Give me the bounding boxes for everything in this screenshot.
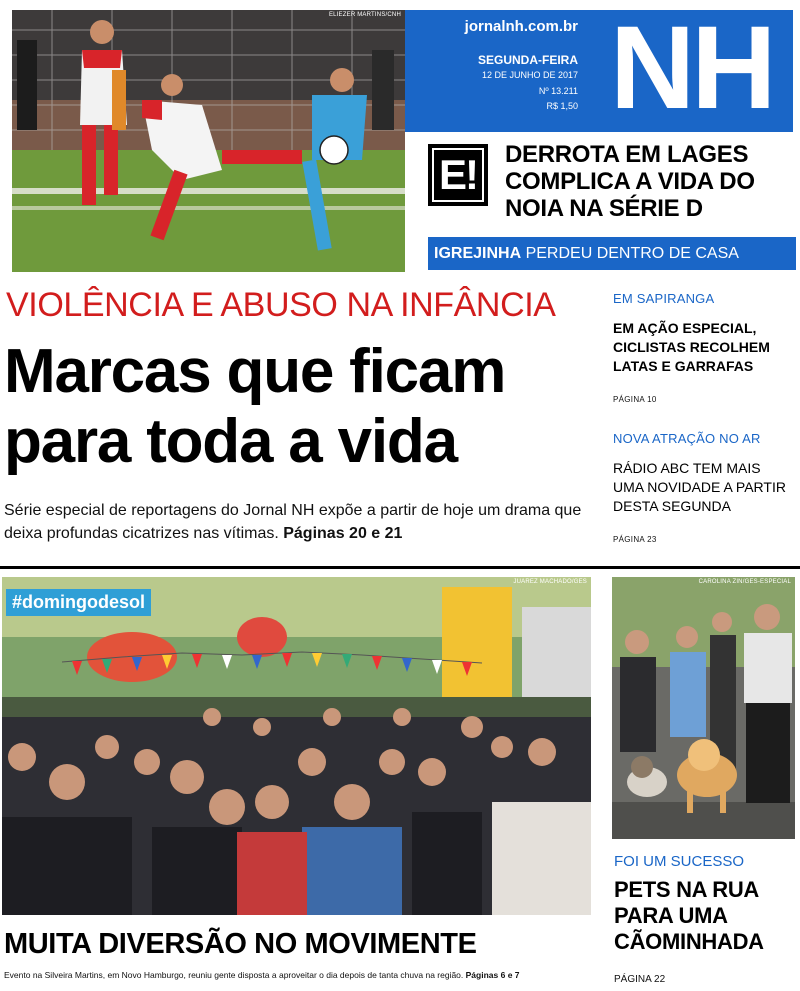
- sports-subheadline-text: PERDEU DENTRO DE CASA: [521, 245, 739, 262]
- price: R$ 1,50: [546, 101, 578, 111]
- sports-headline[interactable]: DERROTA EM LAGES COMPLICA A VIDA DO NOIA NA SÉRIE D: [505, 141, 755, 222]
- sports-section-logo: E!: [428, 144, 488, 206]
- sports-subheadline-bar[interactable]: [428, 237, 796, 270]
- side-story-1-headline[interactable]: EM AÇÃO ESPECIAL, CICLISTAS RECOLHEM LATAS E GARRAFAS: [613, 320, 770, 374]
- side-story-1-kicker: EM SAPIRANGA: [613, 291, 715, 306]
- soccer-photo-illustration: [12, 10, 405, 272]
- weekday: SEGUNDA-FEIRA: [477, 53, 578, 67]
- lead-summary: [4, 499, 594, 545]
- edition-number: Nº 13.211: [538, 86, 578, 96]
- soccer-photo[interactable]: [12, 10, 405, 272]
- bottom-summary-text: Evento na Silveira Martins, em Novo Hamburgo, reuniu gente disposta a aproveitar o dia depois de tanta chuva na região.: [4, 970, 466, 980]
- crowd-photo[interactable]: [2, 577, 591, 915]
- bottom-headline[interactable]: MUITA DIVERSÃO NO MOVIMENTE: [4, 928, 477, 960]
- pets-headline[interactable]: PETS NA RUA PARA UMA CÃOMINHADA: [614, 877, 764, 954]
- pets-kicker: FOI UM SUCESSO: [614, 853, 745, 870]
- pets-photo-credit: CAROLINA ZIN/GES-ESPECIAL: [698, 579, 791, 585]
- lead-headline[interactable]: [4, 337, 594, 477]
- lead-summary-text: Série especial de reportagens do Jornal NH expõe a partir de hoje um drama que deixa profundas cicatrizes nas vítimas.: [4, 502, 582, 542]
- crowd-photo-credit: JUAREZ MACHADO/GES: [513, 579, 587, 585]
- hashtag-label[interactable]: #domingodesol: [6, 589, 151, 616]
- bottom-page-ref[interactable]: Páginas 6 e 7: [465, 970, 520, 980]
- bottom-summary: [4, 970, 594, 980]
- lead-page-ref[interactable]: Páginas 20 e 21: [283, 525, 403, 542]
- side-story-1-page: PÁGINA 10: [613, 395, 657, 404]
- pets-page: PÁGINA 22: [614, 974, 666, 985]
- pets-photo[interactable]: [612, 577, 795, 839]
- newspaper-logo[interactable]: NH: [610, 2, 773, 134]
- lead-kicker: VIOLÊNCIA E ABUSO NA INFÂNCIA: [6, 286, 556, 324]
- publication-date: 12 DE JUNHO DE 2017: [481, 70, 578, 80]
- lead-headline-line-2: para toda a vida: [4, 407, 457, 476]
- side-story-2-page: PÁGINA 23: [613, 535, 657, 544]
- section-divider: [0, 566, 800, 569]
- pets-photo-illustration: [612, 577, 795, 839]
- side-story-2-headline[interactable]: RÁDIO ABC TEM MAIS UMA NOVIDADE A PARTIR DESTA SEGUNDA: [613, 460, 786, 514]
- side-story-2-kicker: NOVA ATRAÇÃO NO AR: [613, 431, 761, 446]
- sports-subheadline-highlight: IGREJINHA: [434, 245, 522, 262]
- photo-credit: ELIEZER MARTINS/CNH: [328, 12, 401, 18]
- crowd-photo-illustration: [2, 577, 591, 915]
- lead-headline-line-1: Marcas que ficam: [4, 337, 506, 406]
- site-url[interactable]: jornalnh.com.br: [464, 18, 578, 35]
